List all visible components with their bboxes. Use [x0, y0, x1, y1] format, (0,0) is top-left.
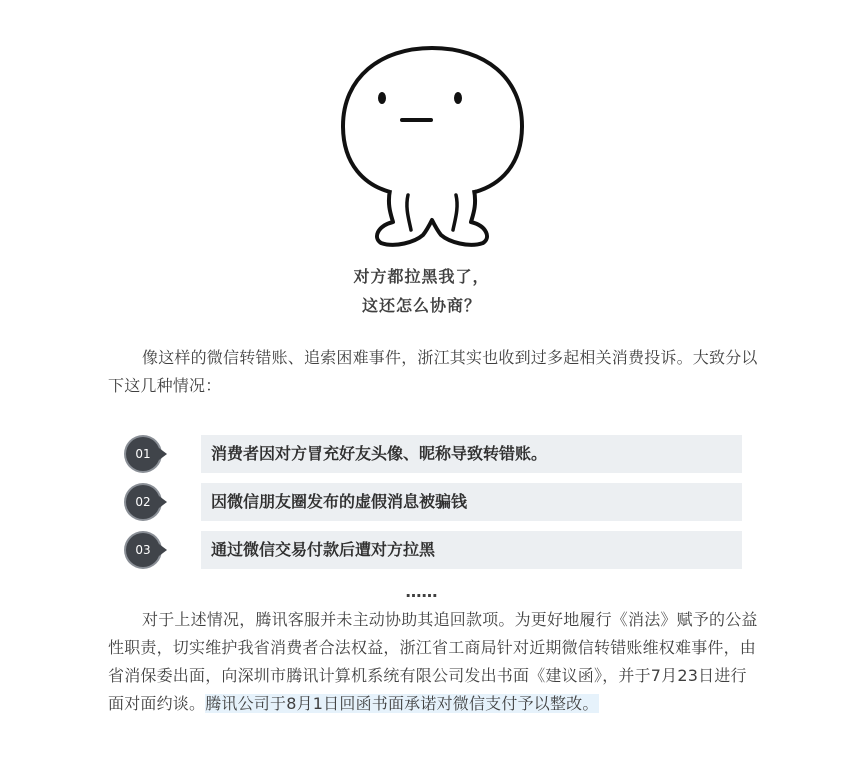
number-badge: 01 [126, 437, 160, 471]
intro-text: 像这样的微信转错账、追索困难事件，浙江其实也收到过多起相关消费投诉。大致分以下这几种情况： [108, 348, 758, 395]
body-paragraph [108, 606, 758, 718]
ellipsis-separator: …… [405, 582, 438, 601]
list-item [126, 531, 742, 569]
list-item [126, 435, 742, 473]
number-badge: 03 [126, 533, 160, 567]
number-badge: 02 [126, 485, 160, 519]
badge-pointer-icon [159, 496, 167, 508]
cartoon-character-image [295, 30, 570, 255]
list-item-bar [201, 483, 742, 521]
intro-paragraph [108, 344, 758, 400]
image-caption-line-2: 这还怎么协商？ [361, 296, 481, 315]
list-item-text: 因微信朋友圈发布的虚假消息被骗钱 [211, 492, 468, 511]
list-item-text: 通过微信交易付款后遭对方拉黑 [211, 540, 436, 559]
badge-pointer-icon [159, 544, 167, 556]
list-item [126, 483, 742, 521]
list-item-bar [201, 435, 742, 473]
highlighted-text: 腾讯公司于8月1日回函书面承诺对微信支付予以整改。 [205, 694, 599, 713]
body-text: 对于上述情况，腾讯客服并未主动协助其追回款项。为更好地履行《消法》赋予的公益性职责，切实维护我省消费者合法权益，浙江省工商局针对近期微信转错账维权难事件，由省消保委出面，向深圳市腾讯计算机系统有限公司发出书面《建议函》，并于7月23日进行面对面约谈。 [108, 610, 758, 713]
image-caption-line-1: 对方都拉黑我了， [353, 267, 490, 286]
badge-pointer-icon [159, 448, 167, 460]
list-item-bar [201, 531, 742, 569]
list-item-text: 消费者因对方冒充好友头像、昵称导致转错账。 [211, 444, 548, 463]
